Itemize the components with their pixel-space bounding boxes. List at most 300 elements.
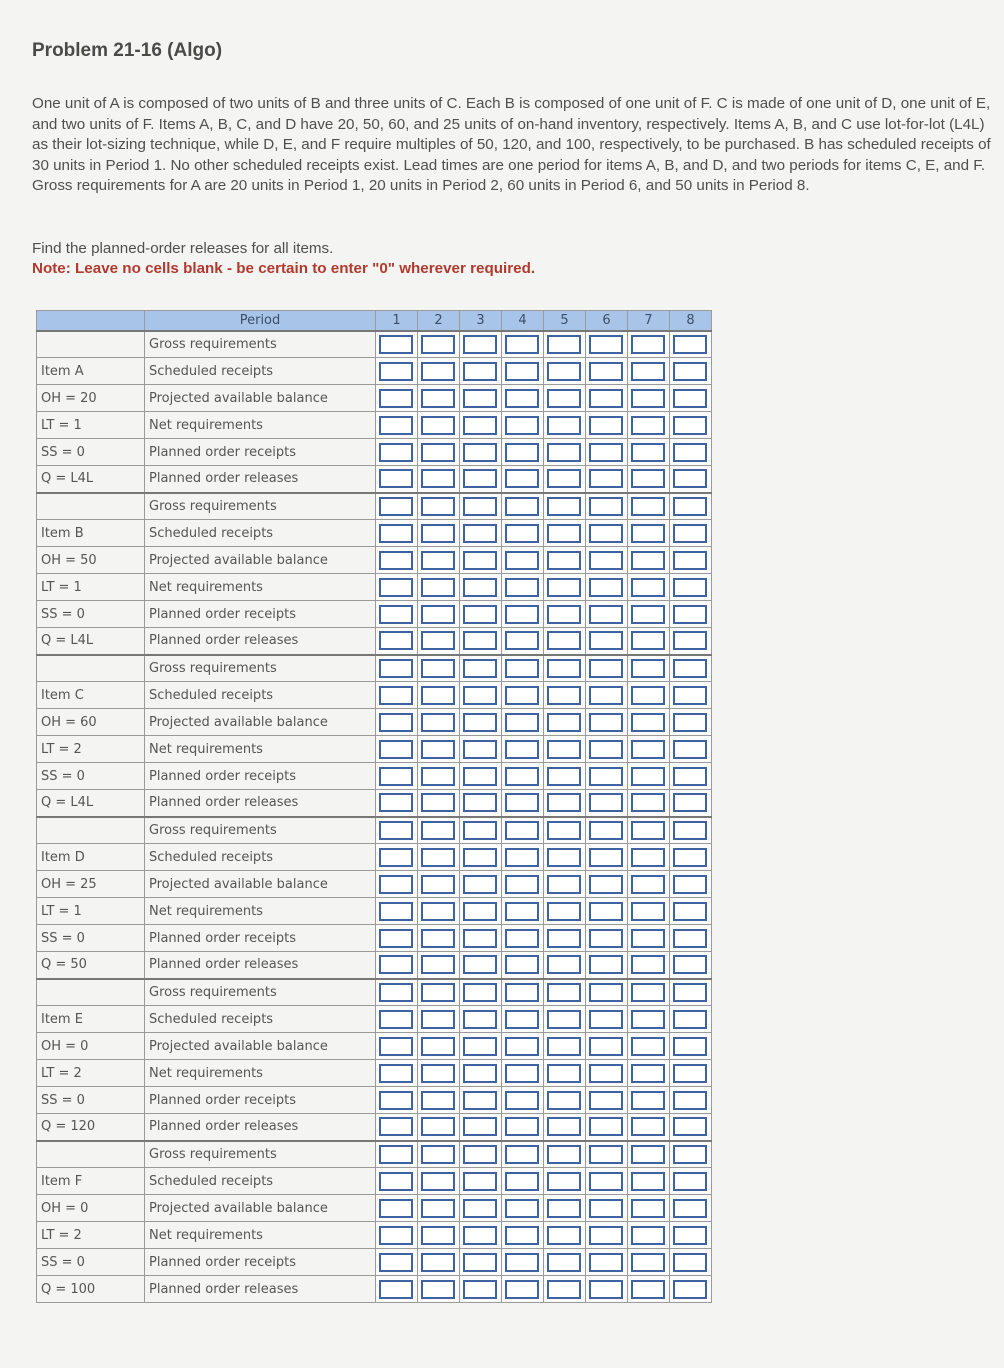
- answer-input[interactable]: [631, 443, 665, 462]
- answer-input[interactable]: [505, 1117, 539, 1136]
- answer-input[interactable]: [673, 1091, 707, 1110]
- period-cell: [418, 358, 460, 385]
- answer-input[interactable]: [673, 1117, 707, 1136]
- answer-input[interactable]: [421, 875, 455, 894]
- answer-input[interactable]: [463, 740, 497, 759]
- answer-input[interactable]: [589, 659, 623, 678]
- answer-input[interactable]: [463, 551, 497, 570]
- answer-input[interactable]: [547, 524, 581, 543]
- answer-input[interactable]: [463, 821, 497, 840]
- answer-input[interactable]: [463, 875, 497, 894]
- answer-input[interactable]: [421, 1037, 455, 1056]
- answer-input[interactable]: [421, 335, 455, 354]
- answer-input[interactable]: [589, 740, 623, 759]
- answer-input[interactable]: [379, 767, 413, 786]
- answer-input[interactable]: [673, 578, 707, 597]
- answer-input[interactable]: [589, 1145, 623, 1164]
- answer-input[interactable]: [589, 578, 623, 597]
- answer-input[interactable]: [589, 524, 623, 543]
- answer-input[interactable]: [505, 955, 539, 974]
- answer-input[interactable]: [631, 1091, 665, 1110]
- answer-input[interactable]: [673, 1280, 707, 1299]
- answer-input[interactable]: [589, 955, 623, 974]
- answer-input[interactable]: [421, 1117, 455, 1136]
- answer-input[interactable]: [421, 1280, 455, 1299]
- answer-input[interactable]: [589, 443, 623, 462]
- answer-input[interactable]: [589, 1199, 623, 1218]
- answer-input[interactable]: [631, 955, 665, 974]
- answer-input[interactable]: [589, 1010, 623, 1029]
- answer-input[interactable]: [379, 578, 413, 597]
- answer-input[interactable]: [673, 443, 707, 462]
- answer-input[interactable]: [673, 793, 707, 812]
- answer-input[interactable]: [421, 929, 455, 948]
- answer-input[interactable]: [631, 875, 665, 894]
- answer-input[interactable]: [505, 821, 539, 840]
- period-cell: [418, 493, 460, 520]
- answer-input[interactable]: [631, 902, 665, 921]
- answer-input[interactable]: [673, 1172, 707, 1191]
- answer-input[interactable]: [547, 1037, 581, 1056]
- answer-input[interactable]: [463, 767, 497, 786]
- answer-input[interactable]: [421, 551, 455, 570]
- answer-input[interactable]: [673, 1226, 707, 1245]
- period-cell: [670, 817, 712, 844]
- answer-input[interactable]: [547, 659, 581, 678]
- answer-input[interactable]: [673, 551, 707, 570]
- answer-input[interactable]: [505, 875, 539, 894]
- answer-input[interactable]: [631, 983, 665, 1002]
- answer-input[interactable]: [547, 578, 581, 597]
- answer-input[interactable]: [547, 1199, 581, 1218]
- period-cell: [544, 736, 586, 763]
- answer-input[interactable]: [673, 1253, 707, 1272]
- answer-input[interactable]: [505, 1037, 539, 1056]
- answer-input[interactable]: [631, 469, 665, 488]
- answer-input[interactable]: [379, 1172, 413, 1191]
- answer-input[interactable]: [631, 1117, 665, 1136]
- answer-input[interactable]: [589, 713, 623, 732]
- answer-input[interactable]: [589, 389, 623, 408]
- answer-input[interactable]: [631, 1145, 665, 1164]
- answer-input[interactable]: [631, 929, 665, 948]
- answer-input[interactable]: [463, 389, 497, 408]
- answer-input[interactable]: [631, 1253, 665, 1272]
- answer-input[interactable]: [421, 1226, 455, 1245]
- answer-input[interactable]: [463, 1172, 497, 1191]
- answer-input[interactable]: [505, 767, 539, 786]
- answer-input[interactable]: [379, 605, 413, 624]
- answer-input[interactable]: [379, 335, 413, 354]
- answer-input[interactable]: [631, 1199, 665, 1218]
- answer-input[interactable]: [421, 983, 455, 1002]
- answer-input[interactable]: [631, 848, 665, 867]
- answer-input[interactable]: [547, 389, 581, 408]
- answer-input[interactable]: [673, 848, 707, 867]
- answer-input[interactable]: [379, 631, 413, 650]
- answer-input[interactable]: [463, 983, 497, 1002]
- answer-input[interactable]: [505, 848, 539, 867]
- answer-input[interactable]: [631, 1010, 665, 1029]
- answer-input[interactable]: [673, 929, 707, 948]
- answer-input[interactable]: [589, 983, 623, 1002]
- answer-input[interactable]: [505, 631, 539, 650]
- answer-input[interactable]: [505, 362, 539, 381]
- answer-input[interactable]: [505, 389, 539, 408]
- period-cell: [544, 1168, 586, 1195]
- answer-input[interactable]: [463, 929, 497, 948]
- answer-input[interactable]: [547, 1091, 581, 1110]
- answer-input[interactable]: [379, 1037, 413, 1056]
- answer-input[interactable]: [589, 631, 623, 650]
- answer-input[interactable]: [547, 1226, 581, 1245]
- answer-input[interactable]: [379, 1199, 413, 1218]
- answer-input[interactable]: [631, 713, 665, 732]
- answer-input[interactable]: [421, 605, 455, 624]
- answer-input[interactable]: [463, 1280, 497, 1299]
- answer-input[interactable]: [547, 875, 581, 894]
- answer-input[interactable]: [421, 955, 455, 974]
- answer-input[interactable]: [631, 524, 665, 543]
- answer-input[interactable]: [673, 1037, 707, 1056]
- answer-input[interactable]: [379, 713, 413, 732]
- answer-input[interactable]: [421, 389, 455, 408]
- answer-input[interactable]: [589, 335, 623, 354]
- answer-input[interactable]: [547, 605, 581, 624]
- answer-input[interactable]: [589, 362, 623, 381]
- answer-input[interactable]: [589, 848, 623, 867]
- answer-input[interactable]: [547, 362, 581, 381]
- answer-input[interactable]: [505, 551, 539, 570]
- period-cell: [544, 763, 586, 790]
- answer-input[interactable]: [547, 1010, 581, 1029]
- answer-input[interactable]: [547, 713, 581, 732]
- period-cell: [418, 385, 460, 412]
- answer-input[interactable]: [589, 793, 623, 812]
- answer-input[interactable]: [379, 1226, 413, 1245]
- answer-input[interactable]: [505, 929, 539, 948]
- answer-input[interactable]: [547, 821, 581, 840]
- answer-input[interactable]: [673, 469, 707, 488]
- answer-input[interactable]: [505, 902, 539, 921]
- answer-input[interactable]: [463, 335, 497, 354]
- answer-input[interactable]: [505, 1091, 539, 1110]
- period-cell: [586, 1222, 628, 1249]
- answer-input[interactable]: [547, 848, 581, 867]
- answer-input[interactable]: [673, 821, 707, 840]
- answer-input[interactable]: [631, 1226, 665, 1245]
- answer-input[interactable]: [631, 335, 665, 354]
- answer-input[interactable]: [379, 389, 413, 408]
- answer-input[interactable]: [547, 983, 581, 1002]
- answer-input[interactable]: [463, 1226, 497, 1245]
- answer-input[interactable]: [673, 1199, 707, 1218]
- answer-input[interactable]: [379, 955, 413, 974]
- answer-input[interactable]: [547, 1064, 581, 1083]
- answer-input[interactable]: [589, 767, 623, 786]
- answer-input[interactable]: [379, 1064, 413, 1083]
- period-cell: [544, 412, 586, 439]
- answer-input[interactable]: [379, 929, 413, 948]
- answer-input[interactable]: [463, 497, 497, 516]
- answer-input[interactable]: [631, 497, 665, 516]
- answer-input[interactable]: [421, 848, 455, 867]
- answer-input[interactable]: [547, 1172, 581, 1191]
- answer-input[interactable]: [673, 335, 707, 354]
- answer-input[interactable]: [463, 631, 497, 650]
- answer-input[interactable]: [505, 416, 539, 435]
- answer-input[interactable]: [547, 955, 581, 974]
- answer-input[interactable]: [589, 929, 623, 948]
- answer-input[interactable]: [379, 1010, 413, 1029]
- answer-input[interactable]: [463, 443, 497, 462]
- answer-input[interactable]: [589, 469, 623, 488]
- answer-input[interactable]: [379, 740, 413, 759]
- answer-input[interactable]: [589, 1037, 623, 1056]
- answer-input[interactable]: [379, 469, 413, 488]
- answer-input[interactable]: [421, 821, 455, 840]
- answer-input[interactable]: [421, 713, 455, 732]
- answer-input[interactable]: [379, 497, 413, 516]
- answer-input[interactable]: [379, 1091, 413, 1110]
- answer-input[interactable]: [673, 713, 707, 732]
- answer-input[interactable]: [505, 335, 539, 354]
- answer-input[interactable]: [631, 416, 665, 435]
- answer-input[interactable]: [505, 1226, 539, 1245]
- answer-input[interactable]: [673, 416, 707, 435]
- answer-input[interactable]: [631, 767, 665, 786]
- answer-input[interactable]: [631, 1064, 665, 1083]
- answer-input[interactable]: [673, 875, 707, 894]
- answer-input[interactable]: [631, 793, 665, 812]
- answer-input[interactable]: [421, 1199, 455, 1218]
- answer-input[interactable]: [421, 524, 455, 543]
- answer-input[interactable]: [421, 631, 455, 650]
- answer-input[interactable]: [631, 1172, 665, 1191]
- answer-input[interactable]: [631, 578, 665, 597]
- answer-input[interactable]: [589, 416, 623, 435]
- answer-input[interactable]: [505, 1172, 539, 1191]
- answer-input[interactable]: [421, 1064, 455, 1083]
- answer-input[interactable]: [673, 524, 707, 543]
- answer-input[interactable]: [421, 1172, 455, 1191]
- answer-input[interactable]: [463, 1091, 497, 1110]
- answer-input[interactable]: [631, 389, 665, 408]
- answer-input[interactable]: [631, 659, 665, 678]
- answer-input[interactable]: [463, 713, 497, 732]
- answer-input[interactable]: [547, 767, 581, 786]
- answer-input[interactable]: [631, 821, 665, 840]
- answer-input[interactable]: [673, 740, 707, 759]
- answer-input[interactable]: [379, 983, 413, 1002]
- answer-input[interactable]: [379, 1253, 413, 1272]
- answer-input[interactable]: [505, 1280, 539, 1299]
- answer-input[interactable]: [505, 713, 539, 732]
- answer-input[interactable]: [463, 955, 497, 974]
- answer-input[interactable]: [463, 605, 497, 624]
- answer-input[interactable]: [505, 578, 539, 597]
- answer-input[interactable]: [547, 1117, 581, 1136]
- answer-input[interactable]: [463, 1037, 497, 1056]
- answer-input[interactable]: [589, 497, 623, 516]
- answer-input[interactable]: [379, 686, 413, 705]
- answer-input[interactable]: [673, 631, 707, 650]
- answer-input[interactable]: [673, 389, 707, 408]
- answer-input[interactable]: [547, 740, 581, 759]
- answer-input[interactable]: [547, 1145, 581, 1164]
- answer-input[interactable]: [673, 983, 707, 1002]
- answer-input[interactable]: [547, 497, 581, 516]
- answer-input[interactable]: [505, 1010, 539, 1029]
- answer-input[interactable]: [379, 659, 413, 678]
- answer-input[interactable]: [379, 902, 413, 921]
- answer-input[interactable]: [589, 875, 623, 894]
- answer-input[interactable]: [673, 1010, 707, 1029]
- answer-input[interactable]: [505, 497, 539, 516]
- answer-input[interactable]: [589, 1172, 623, 1191]
- answer-input[interactable]: [505, 1199, 539, 1218]
- answer-input[interactable]: [673, 1064, 707, 1083]
- answer-input[interactable]: [547, 902, 581, 921]
- answer-input[interactable]: [589, 1280, 623, 1299]
- answer-input[interactable]: [379, 1145, 413, 1164]
- answer-input[interactable]: [589, 1064, 623, 1083]
- answer-input[interactable]: [421, 1091, 455, 1110]
- answer-input[interactable]: [463, 1145, 497, 1164]
- answer-input[interactable]: [421, 793, 455, 812]
- answer-input[interactable]: [463, 362, 497, 381]
- answer-input[interactable]: [547, 443, 581, 462]
- answer-input[interactable]: [547, 335, 581, 354]
- answer-input[interactable]: [421, 740, 455, 759]
- answer-input[interactable]: [379, 875, 413, 894]
- answer-input[interactable]: [379, 1117, 413, 1136]
- answer-input[interactable]: [379, 1280, 413, 1299]
- answer-input[interactable]: [421, 686, 455, 705]
- answer-input[interactable]: [673, 659, 707, 678]
- answer-input[interactable]: [631, 1037, 665, 1056]
- answer-input[interactable]: [547, 551, 581, 570]
- answer-input[interactable]: [421, 443, 455, 462]
- answer-input[interactable]: [673, 767, 707, 786]
- answer-input[interactable]: [547, 1280, 581, 1299]
- answer-input[interactable]: [463, 686, 497, 705]
- answer-input[interactable]: [463, 1064, 497, 1083]
- answer-input[interactable]: [463, 1117, 497, 1136]
- answer-input[interactable]: [589, 686, 623, 705]
- answer-input[interactable]: [463, 902, 497, 921]
- answer-input[interactable]: [463, 1253, 497, 1272]
- answer-input[interactable]: [589, 551, 623, 570]
- answer-input[interactable]: [421, 416, 455, 435]
- answer-input[interactable]: [589, 1253, 623, 1272]
- answer-input[interactable]: [505, 605, 539, 624]
- answer-input[interactable]: [421, 1253, 455, 1272]
- answer-input[interactable]: [463, 416, 497, 435]
- answer-input[interactable]: [421, 497, 455, 516]
- answer-input[interactable]: [547, 469, 581, 488]
- answer-input[interactable]: [505, 1253, 539, 1272]
- answer-input[interactable]: [631, 362, 665, 381]
- answer-input[interactable]: [505, 983, 539, 1002]
- period-cell: [502, 1060, 544, 1087]
- answer-input[interactable]: [421, 578, 455, 597]
- item-param: SS = 0: [37, 1249, 145, 1276]
- answer-input[interactable]: [631, 1280, 665, 1299]
- answer-input[interactable]: [547, 416, 581, 435]
- answer-input[interactable]: [379, 524, 413, 543]
- answer-input[interactable]: [505, 524, 539, 543]
- answer-input[interactable]: [463, 524, 497, 543]
- answer-input[interactable]: [673, 605, 707, 624]
- answer-input[interactable]: [673, 497, 707, 516]
- answer-input[interactable]: [463, 659, 497, 678]
- answer-input[interactable]: [631, 631, 665, 650]
- answer-input[interactable]: [673, 362, 707, 381]
- answer-input[interactable]: [379, 848, 413, 867]
- answer-input[interactable]: [421, 1010, 455, 1029]
- answer-input[interactable]: [505, 740, 539, 759]
- answer-input[interactable]: [589, 1117, 623, 1136]
- answer-input[interactable]: [421, 1145, 455, 1164]
- answer-input[interactable]: [505, 1145, 539, 1164]
- answer-input[interactable]: [589, 821, 623, 840]
- answer-input[interactable]: [589, 902, 623, 921]
- answer-input[interactable]: [421, 659, 455, 678]
- answer-input[interactable]: [421, 362, 455, 381]
- answer-input[interactable]: [505, 659, 539, 678]
- answer-input[interactable]: [421, 469, 455, 488]
- answer-input[interactable]: [463, 848, 497, 867]
- answer-input[interactable]: [421, 902, 455, 921]
- answer-input[interactable]: [631, 605, 665, 624]
- answer-input[interactable]: [505, 469, 539, 488]
- answer-input[interactable]: [673, 955, 707, 974]
- answer-input[interactable]: [631, 740, 665, 759]
- answer-input[interactable]: [547, 631, 581, 650]
- answer-input[interactable]: [547, 793, 581, 812]
- answer-input[interactable]: [505, 443, 539, 462]
- answer-input[interactable]: [379, 416, 413, 435]
- answer-input[interactable]: [505, 1064, 539, 1083]
- answer-input[interactable]: [589, 1091, 623, 1110]
- answer-input[interactable]: [379, 362, 413, 381]
- answer-input[interactable]: [673, 1145, 707, 1164]
- answer-input[interactable]: [631, 551, 665, 570]
- answer-input[interactable]: [547, 1253, 581, 1272]
- answer-input[interactable]: [547, 929, 581, 948]
- answer-input[interactable]: [379, 551, 413, 570]
- answer-input[interactable]: [463, 1199, 497, 1218]
- period-cell: [586, 1006, 628, 1033]
- answer-input[interactable]: [589, 605, 623, 624]
- answer-input[interactable]: [505, 793, 539, 812]
- answer-input[interactable]: [379, 821, 413, 840]
- answer-input[interactable]: [463, 578, 497, 597]
- answer-input[interactable]: [589, 1226, 623, 1245]
- answer-input[interactable]: [505, 686, 539, 705]
- answer-input[interactable]: [547, 686, 581, 705]
- answer-input[interactable]: [673, 686, 707, 705]
- answer-input[interactable]: [631, 686, 665, 705]
- answer-input[interactable]: [463, 793, 497, 812]
- answer-input[interactable]: [463, 469, 497, 488]
- answer-input[interactable]: [421, 767, 455, 786]
- answer-input[interactable]: [673, 902, 707, 921]
- answer-input[interactable]: [379, 793, 413, 812]
- answer-input[interactable]: [379, 443, 413, 462]
- answer-input[interactable]: [463, 1010, 497, 1029]
